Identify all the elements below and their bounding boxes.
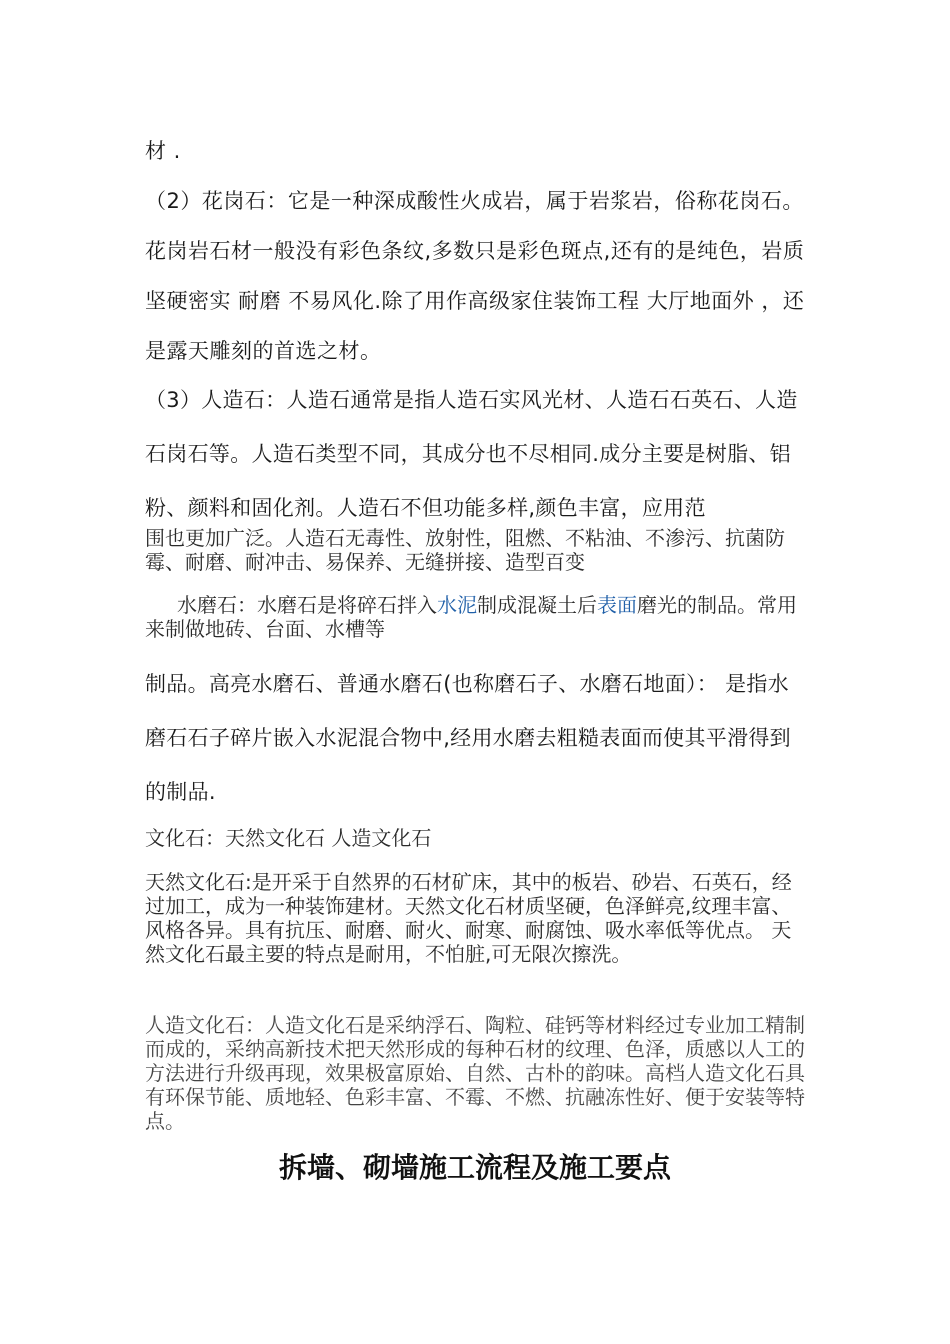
paragraph-terrazzo-types: 制品。高亮水磨石、普通水磨石(也称磨石子、水磨石地面）： 是指水磨石石子碎片嵌入水泥混合物中,经用水磨去粗糙表面而使其平滑得到的制品. bbox=[145, 672, 791, 804]
paragraph-artificial-stone: （3）人造石：人造石通常是指人造石实风光材、人造石石英石、人造石岗石等。人造石类型不同，其成分也不尽相同.成分主要是树脂、铝粉、颜料和固化剂。人造石不但功能多样,颜色丰富，应用范 bbox=[145, 388, 798, 520]
section-heading: 拆墙、砌墙施工流程及施工要点 bbox=[278, 1151, 671, 1184]
paragraph-terrazzo bbox=[145, 593, 807, 641]
paragraph-granite: （2）花岗石：它是一种深成酸性火成岩，属于岩浆岩，俗称花岗石。花岗岩石材一般没有彩色条纹,多数只是彩色斑点,还有的是纯色，岩质坚硬密实 耐磨 不易风化.除了用作高级家住装饰工程 大厅地面外 ，还是露天雕刻的首选之材。 bbox=[145, 189, 805, 363]
terrazzo-text-b: 制成混凝土后 bbox=[477, 593, 597, 617]
surface-link[interactable]: 表面 bbox=[597, 593, 637, 617]
paragraph-artificial-culture-stone: 人造文化石：人造文化石是采纳浮石、陶粒、硅钙等材料经过专业加工精制而成的，采纳高新技术把天然形成的每种石材的纹理、色泽，质感以人工的方法进行升级再现，效果极富原始、自然、古朴的韵味。高档人造文化石具有环保节能、质地轻、色彩丰富、不霉、不燃、抗融冻性好、便于安装等特点。 bbox=[145, 1013, 805, 1133]
cement-link[interactable]: 水泥 bbox=[437, 593, 477, 617]
paragraph-continuation: 材 . bbox=[145, 139, 181, 163]
paragraph-natural-culture-stone: 天然文化石:是开采于自然界的石材矿床，其中的板岩、砂岩、石英石，经过加工，成为一种装饰建材。天然文化石材质坚硬，色泽鲜亮,纹理丰富、风格各异。具有抗压、耐磨、耐火、耐寒、耐腐蚀、吸水率低等优点。 天然文化石最主要的特点是耐用，不怕脏,可无限次擦洗。 bbox=[145, 870, 792, 966]
terrazzo-text-c: 磨光的制品。常用来制做地砖、台面、水槽等 bbox=[145, 593, 797, 641]
paragraph-artificial-stone-properties: 围也更加广泛。人造石无毒性、放射性，阻燃、不粘油、不渗污、抗菌防霉、耐磨、耐冲击、易保养、无缝拼接、造型百变 bbox=[145, 526, 785, 574]
paragraph-culture-stone: 文化石：天然文化石 人造文化石 bbox=[145, 826, 432, 850]
terrazzo-text-a: 水磨石：水磨石是将碎石拌入 bbox=[177, 593, 437, 617]
